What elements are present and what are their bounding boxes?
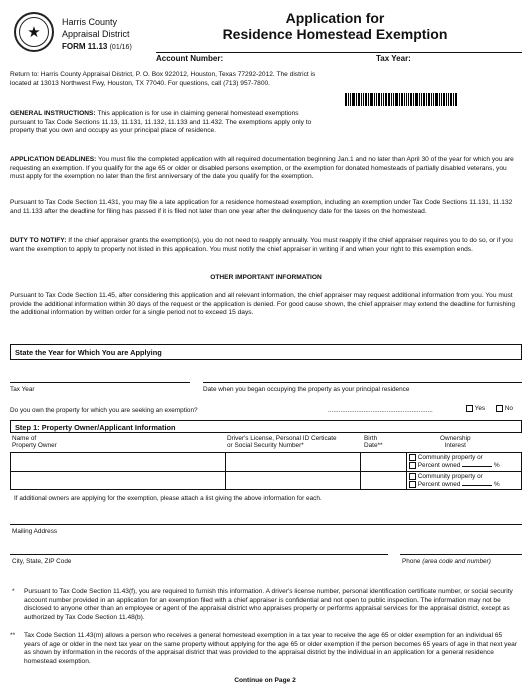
barcode-bar [415, 93, 418, 106]
barcode-bar [368, 93, 369, 106]
barcode-bar [426, 93, 427, 106]
col-divider [360, 452, 361, 490]
additional-owners-note: If additional owners are applying for the exemption, please attach a list giving the above information for each. [14, 495, 322, 502]
occupancy-date-label: Date when you began occupying the property as your principal residence [203, 386, 410, 393]
yes-checkbox[interactable] [466, 405, 473, 412]
barcode-bar [388, 93, 390, 106]
percent-checkbox[interactable] [409, 481, 416, 488]
star-icon: ★ [19, 17, 49, 47]
barcode-bar [408, 93, 409, 106]
barcode-bar [399, 93, 400, 106]
general-instructions: GENERAL INSTRUCTIONS: This application is for use in claiming general homestead exemptions pursuant to Tax Code Sections 11.13, 11.131, 11.132, 11.133 and 11.432. The exemptions apply only to property that you own and occupy as your principal place of residence. [10, 110, 312, 135]
return-to: Return to: Harris County Appraisal District, P. O. Box 922012, Houston, Texas 77292-2012. The district is located at 13013 Northwest Fwy, Houston, TX 77040. For questions, call (713) 957-7800. [10, 71, 316, 87]
occupancy-date-field[interactable] [203, 382, 522, 383]
barcode-bar [395, 93, 398, 106]
col-divider [225, 452, 226, 490]
late-filing: Pursuant to Tax Code Section 11.431, you may file a late application for a residence homestead exemption, including an exemption under Tax Code Sections 11.131, 11.132 and 11.133 after the deadline for filing has passed if it is filed not later than one year after the delinquency date for the taxes on the homestead. [10, 199, 513, 215]
mailing-address-field[interactable] [10, 524, 522, 525]
form-number: FORM 11.13 (01/16) [62, 42, 132, 51]
percent-checkbox[interactable] [409, 462, 416, 469]
barcode-bar [352, 93, 355, 106]
no-checkbox[interactable] [496, 405, 503, 412]
barcode-bar [435, 93, 438, 106]
barcode-bar [419, 93, 420, 106]
mailing-address-label: Mailing Address [12, 528, 58, 535]
own-property-question: Do you own the property for which you are seeking an exemption? [10, 407, 198, 414]
barcode-bar [365, 93, 367, 106]
no-option[interactable]: No [496, 405, 513, 413]
barcode-bar [443, 93, 445, 106]
percent-field[interactable] [462, 466, 492, 467]
barcode-bar [421, 93, 422, 106]
barcode-bar [433, 93, 434, 106]
barcode-bar [376, 93, 377, 106]
barcode-bar [393, 93, 394, 106]
agency-name: Harris County Appraisal District [62, 17, 130, 39]
account-row [156, 52, 522, 64]
barcode-bar [404, 93, 405, 106]
community-checkbox[interactable] [409, 454, 416, 461]
owner1-ownership: Community property or Percent owned % [409, 454, 521, 469]
tax-year-field[interactable] [10, 382, 190, 383]
city-state-zip-label: City, State, ZIP Code [12, 558, 72, 565]
barcode-bar [448, 93, 449, 106]
barcode-bar [410, 93, 412, 106]
phone-field[interactable] [400, 554, 522, 555]
barcode-bar [450, 93, 452, 106]
barcode-bar [374, 93, 375, 106]
step1-header: Step 1: Property Owner/Applicant Information [10, 420, 522, 433]
year-section-header: State the Year for Which You are Applying [10, 344, 522, 360]
owner2-name-field[interactable] [12, 473, 222, 488]
tax-year-field-label: Tax Year [10, 386, 35, 393]
percent-field[interactable] [462, 485, 492, 486]
footnote-2-mark: ** [10, 632, 16, 639]
barcode-bar [391, 93, 392, 106]
footnote-2: Tax Code Section 11.43(m) allows a person who receives a general homestead exemption in a tax year to receive the age 65 or older exemption for an individual 65 years of age or older in the next tax year on the same property without applying for the age 65 or older exemption if the person becomes 65 years of age in that next year as shown by information in the records of the appraisal district that was provided to the appraisal district by the individual in an application for a general residence homestead exemption. [24, 632, 517, 665]
col-ownership: Ownership Interest [440, 435, 471, 450]
other-info-text: Pursuant to Tax Code Section 11.45, after considering this application and all relevant information, the chief appraiser may request additional information from you. You must provide the additional information within 30 days of the request or the application is denied. For good cause shown, the chief appraiser may extend the deadline for furnishing the additional information by written order for a single period not to exceed 15 days. [10, 292, 516, 317]
owner1-id-field[interactable] [227, 454, 357, 469]
barcode-bar [453, 93, 454, 106]
barcode-bar [358, 93, 360, 106]
barcode-bar [383, 93, 384, 106]
barcode-bar [413, 93, 414, 106]
footnote-1-mark: * [12, 588, 15, 595]
application-deadlines: APPLICATION DEADLINES: You must file the completed application with all required documentation beginning Jan.1 and no later than April 30 of the year for which you are requesting an exemption. If you qualify for the age 65 or older or disabled persons exemption, or the exemption for donated homesteads of partially disabled veterans, you must apply for the exemption no later than the first anniversary of the date you qualify for the exemption. [10, 156, 514, 181]
city-state-zip-field[interactable] [10, 554, 388, 555]
barcode-bar [439, 93, 440, 106]
district-seal [14, 12, 54, 52]
owner2-birth-field[interactable] [362, 473, 404, 488]
barcode-bar [406, 93, 407, 106]
footnote-1: Pursuant to Tax Code Section 11.43(f), you are required to furnish this information. A driver's license number, personal identification certificate number, or social security account number provided in an application for an exemption filed with a chief appraiser is confidential and not open to public inspection. The information may not be disclosed to anyone other than an employee or agent of the appraisal district who appraises property or performs appraisal services for the appraisal district, except as authorized by Tax Code Section 11.48(b). [24, 588, 513, 621]
leader-dots: ........................................................... [328, 407, 433, 414]
barcode-bar [431, 93, 432, 106]
barcode-bar [385, 93, 387, 106]
barcode-bar [441, 93, 442, 106]
barcode-bar [423, 93, 425, 106]
owner2-ownership: Community property or Percent owned % [409, 473, 521, 488]
barcode-bar [401, 93, 403, 106]
barcode-bar [428, 93, 430, 106]
barcode-bar [370, 93, 373, 106]
continue-note: Continue on Page 2 [234, 677, 296, 684]
barcode-bar [446, 93, 447, 106]
phone-label: Phone (area code and number) [402, 558, 491, 565]
yes-option[interactable]: Yes [466, 405, 485, 413]
account-number-label: Account Number: [156, 54, 224, 63]
col-owner-name: Name of Property Owner [12, 435, 57, 450]
owner2-id-field[interactable] [227, 473, 357, 488]
form-title: Application for Residence Homestead Exemption [222, 10, 448, 42]
barcode-bar [345, 93, 347, 106]
owner-row-divider [10, 471, 522, 472]
barcode-bar [378, 93, 380, 106]
barcode-bar [361, 93, 362, 106]
barcode-bar [363, 93, 364, 106]
barcode-bar [350, 93, 351, 106]
col-birth-date: Birth Date** [364, 435, 383, 450]
community-checkbox[interactable] [409, 473, 416, 480]
duty-to-notify: DUTY TO NOTIFY: If the chief appraiser grants the exemption(s), you do not need to reapply annually. You must reapply if the chief appraiser requires you to do so, or if you want the exemption to apply to property not listed in this application. You must notify the chief appraiser in writing if and when your right to this exemption ends. [10, 237, 513, 253]
col-divider [406, 452, 407, 490]
barcode-bar [455, 93, 457, 106]
barcode-bar [356, 93, 357, 106]
barcode-bar [381, 93, 382, 106]
owner1-name-field[interactable] [12, 454, 222, 469]
col-id-number: Driver's License, Personal ID Certicate or Social Security Number* [227, 435, 337, 450]
barcode-bar [348, 93, 349, 106]
other-info-heading: OTHER IMPORTANT INFORMATION [210, 274, 322, 281]
owner1-birth-field[interactable] [362, 454, 404, 469]
tax-year-label: Tax Year: [376, 54, 411, 63]
barcode [345, 93, 495, 106]
